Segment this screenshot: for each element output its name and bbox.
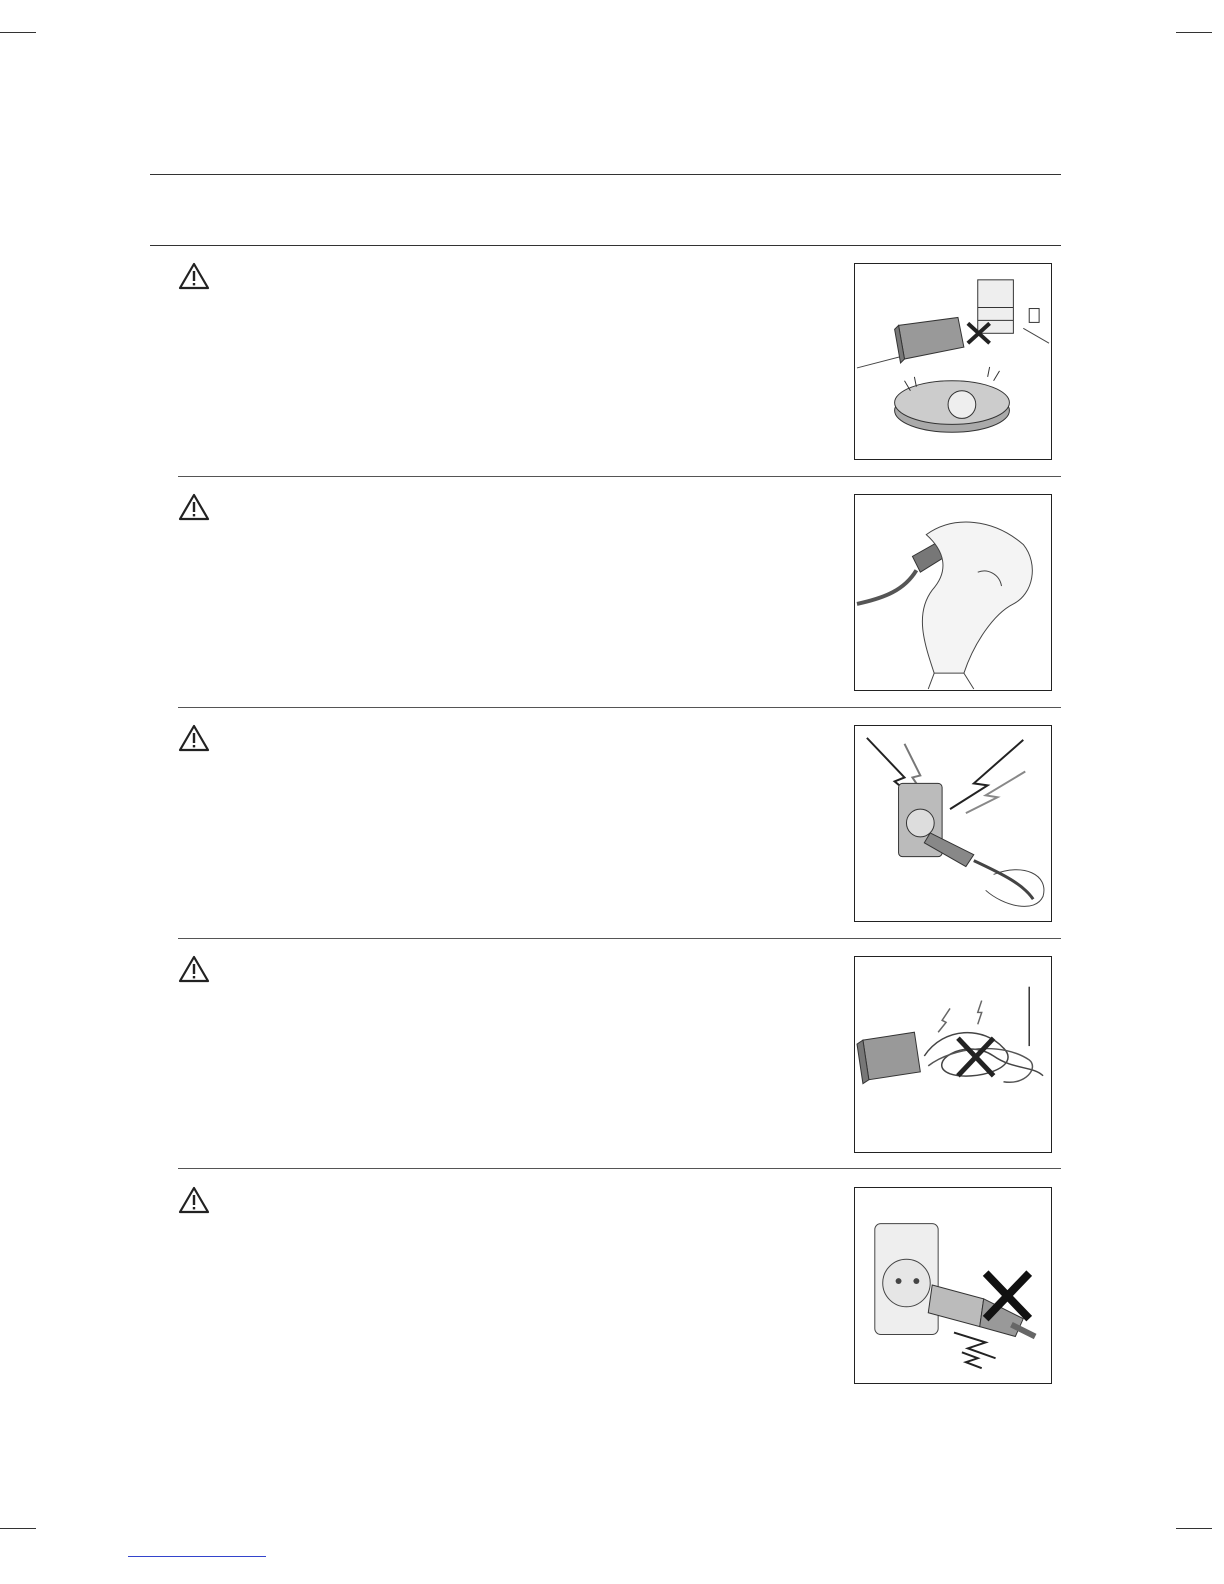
section-divider-1	[178, 476, 1061, 477]
header-rule-top	[150, 174, 1061, 175]
warning-triangle-icon	[178, 262, 210, 290]
crop-mark-top-left	[0, 32, 36, 33]
robot-vacuum-charging-station-illustration	[854, 263, 1052, 460]
damaged-plug-in-outlet-illustration	[854, 1187, 1052, 1384]
section-divider-3	[178, 938, 1061, 939]
warning-triangle-icon	[178, 955, 210, 983]
warning-triangle-icon	[178, 724, 210, 752]
warning-triangle-icon	[178, 1186, 210, 1214]
lightning-storm-unplug-illustration	[854, 725, 1052, 922]
footer-link-underline[interactable]	[128, 1556, 266, 1557]
wiping-plug-with-cloth-illustration	[854, 494, 1052, 691]
tangled-power-cord-illustration	[854, 956, 1052, 1153]
header-rule-bottom	[150, 245, 1061, 246]
crop-mark-top-right	[1176, 32, 1212, 33]
section-divider-4	[178, 1168, 1061, 1169]
warning-triangle-icon	[178, 493, 210, 521]
crop-mark-bottom-left	[0, 1528, 36, 1529]
section-divider-2	[178, 707, 1061, 708]
crop-mark-bottom-right	[1176, 1528, 1212, 1529]
